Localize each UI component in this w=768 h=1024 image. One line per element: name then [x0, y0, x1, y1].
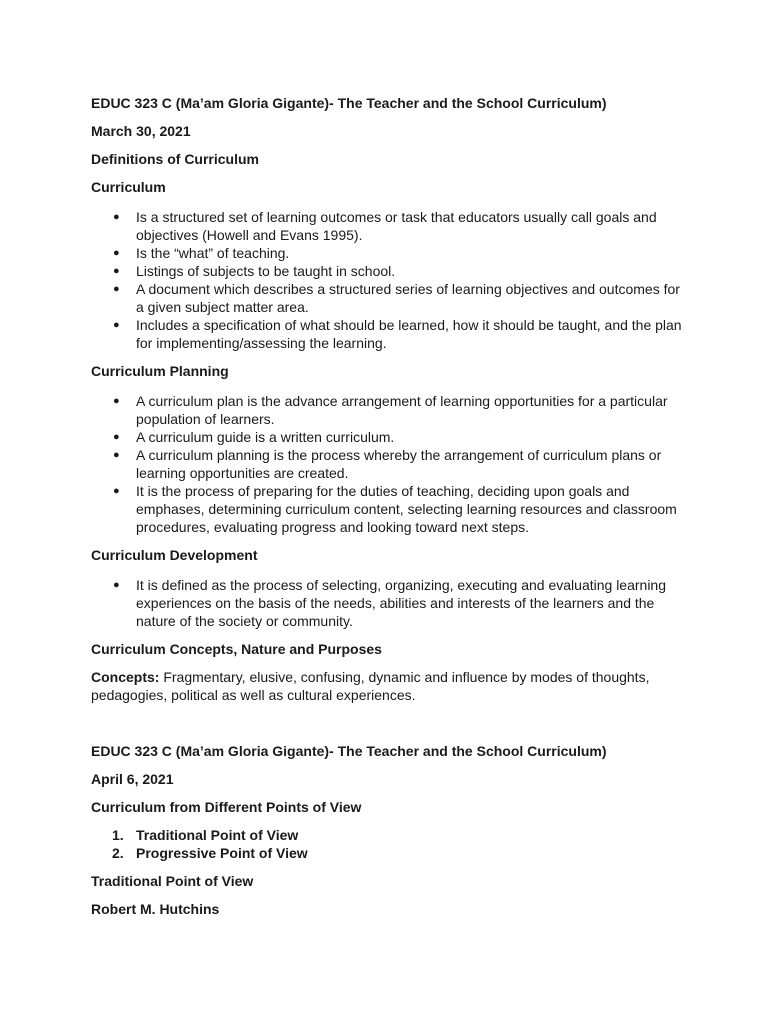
bullet-icon: ● [113, 283, 120, 295]
list-item: ● A curriculum planning is the process whereby the arrangement of curriculum plans or learning opportunities are created. [113, 447, 662, 481]
points-of-view-list [91, 826, 691, 862]
list-item: ● A document which describes a structured series of learning objectives and outcomes for a given subject matter area. [113, 281, 680, 315]
section-heading-traditional: Traditional Point of View [91, 873, 254, 889]
bullet-icon: ● [113, 449, 120, 461]
list-item: ● It is the process of preparing for the duties of teaching, deciding upon goals and emphases, determining curriculum content, selecting learning resources and classroom procedures, evaluating progress and looking toward next steps. [113, 483, 677, 535]
section-heading-development: Curriculum Development [91, 547, 258, 563]
author-name: Robert M. Hutchins [91, 901, 220, 917]
bullet-icon: ● [113, 431, 120, 443]
section-heading-planning: Curriculum Planning [91, 363, 229, 379]
section-heading-curriculum: Curriculum [91, 179, 166, 195]
section-spacer [91, 714, 691, 742]
list-item: 2. Progressive Point of View [112, 845, 308, 861]
section-heading-definitions: Definitions of Curriculum [91, 151, 259, 167]
concepts-text: Fragmentary, elusive, confusing, dynamic and influence by modes of thoughts, pedagogies, political as well as cultural experiences. [91, 669, 650, 703]
curriculum-development-list [91, 576, 691, 630]
curriculum-planning-list [91, 392, 691, 536]
bullet-icon: ● [113, 579, 120, 591]
curriculum-definition-list [91, 208, 691, 352]
list-item: ● Is a structured set of learning outcomes or task that educators usually call goals and objectives (Howell and Evans 1995). [113, 209, 657, 243]
bullet-icon: ● [113, 485, 120, 497]
section-heading-points-of-view: Curriculum from Different Points of View [91, 799, 362, 815]
list-item: ● Includes a specification of what should be learned, how it should be taught, and the plan for implementing/assessing the learning. [113, 317, 682, 351]
list-item: ● It is defined as the process of selecting, organizing, executing and evaluating learning experiences on the basis of the needs, abilities and interests of the learners and the nature of the society or community. [113, 577, 667, 629]
list-item: 1. Traditional Point of View [112, 827, 299, 843]
section-heading-concepts: Curriculum Concepts, Nature and Purposes [91, 641, 382, 657]
concepts-label: Concepts: [91, 669, 160, 685]
bullet-icon: ● [113, 395, 120, 407]
list-item: ● Listings of subjects to be taught in school. [113, 263, 396, 279]
bullet-icon: ● [113, 247, 120, 259]
course-title: EDUC 323 C (Ma’am Gloria Gigante)- The Teacher and the School Curriculum) [91, 95, 607, 111]
concepts-paragraph [91, 668, 691, 704]
list-item: ● A curriculum guide is a written curriculum. [113, 429, 395, 445]
list-item: ● A curriculum plan is the advance arrangement of learning opportunities for a particular population of learners. [113, 393, 668, 427]
bullet-icon: ● [113, 319, 120, 331]
document-page [91, 94, 691, 928]
course-title-2: EDUC 323 C (Ma’am Gloria Gigante)- The Teacher and the School Curriculum) [91, 743, 607, 759]
session-date: March 30, 2021 [91, 123, 191, 139]
bullet-icon: ● [113, 265, 120, 277]
bullet-icon: ● [113, 211, 120, 223]
list-item: ● Is the “what” of teaching. [113, 245, 290, 261]
session-date-2: April 6, 2021 [91, 771, 174, 787]
